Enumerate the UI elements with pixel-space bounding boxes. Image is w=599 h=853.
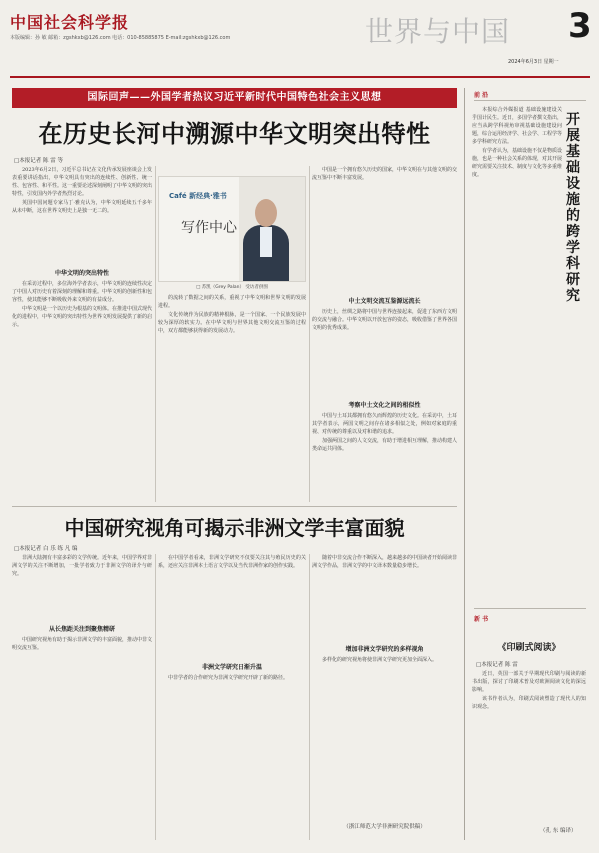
sidebar-divider: [464, 88, 465, 840]
column-divider: [309, 166, 310, 502]
newspaper-logo: 中国社会科学报: [10, 13, 130, 32]
article2-footnote: （浙江师范大学非洲研究院供稿）: [343, 824, 426, 830]
paragraph: 中非学者的合作研究为非洲文学研究开辟了新的路径。: [168, 675, 289, 681]
article1-col4: [312, 412, 457, 502]
article2-subhead-2: 非洲文学研究日渐升温: [201, 664, 262, 671]
paragraph: 在中国学者看来，非洲文学研究不仅要关注其与殖民历史的关系，还应关注非洲本土语言文学以及当代非洲作家的创作实践。: [158, 555, 306, 569]
photo-brand-sign: Café 新经典·雅书: [169, 192, 227, 200]
article1-col3a: [312, 166, 457, 292]
paragraph: 2023年6月2日，习近平总书记在文化传承发展座谈会上发表重要讲话指出，中华文明具有突出的连续性、创新性、统一性、包容性、和平性。这一重要论述深刻阐明了中华文明的突出特性，引发国内外学者热烈讨论。: [12, 167, 152, 197]
article1-byline: □本报记者 陈 雷 等: [14, 158, 63, 164]
sidebar-rule: [474, 608, 586, 609]
paragraph: 近日，英国一部关于早期现代印刷与阅读的新书出版，探讨了印刷术普及对欧洲阅读文化的深远影响。: [472, 671, 586, 693]
sidebar-col: [472, 106, 562, 600]
book-title: 《印刷式阅读》: [497, 643, 561, 653]
book-byline: □本报记者 陈 雷: [476, 662, 518, 668]
column-divider: [155, 166, 156, 502]
masthead-meta: 本版编辑：孙 敏 邮箱：zgshkxb@126.com 电话：010-85885875 E-mail:zgshkxb@126.com: [10, 35, 231, 41]
page-number: 3: [568, 6, 592, 46]
book-credit: （孔 东 编译）: [540, 828, 577, 834]
article2-subhead-3: 增加非洲文学研究的多样视角: [345, 646, 424, 653]
paragraph: 历史上，丝绸之路将中国与世界连接起来，促进了东西方文明的交流与融合。中华文明以开放包容的姿态，吸收借鉴了世界各国文明的优秀成果。: [312, 309, 457, 331]
sidebar-rule: [474, 100, 586, 101]
masthead-rule: [10, 76, 590, 78]
article2-headline: 中国研究视角可揭示非洲文学丰富面貌: [64, 516, 405, 540]
paragraph: 加强两国之间的人文交流，有助于增进相互理解，推动构建人类命运共同体。: [312, 438, 457, 452]
article2-col2a: [158, 554, 306, 658]
book-review-col: [472, 670, 586, 820]
article1-col2: [158, 294, 306, 502]
sidebar-title: 开展基础设施的跨学科研究: [566, 112, 580, 304]
section-title: 世界与中国: [365, 15, 511, 48]
paragraph: 英国中国问题专家马丁·雅克认为，中华文明延续五千多年从未中断，这在世界文明史上是独一无二的。: [12, 200, 152, 214]
paragraph: 中国与土耳其都拥有悠久而辉煌的历史文化。在采访中，土耳其学者表示，两国文明之间存在诸多相似之处，例如对家庭的重视、对传统的尊重以及对和谐的追求。: [312, 413, 457, 435]
paragraph: 随着中非交流合作不断深入，越来越多的中国读者开始阅读非洲文学作品，非洲文学的中文译本数量稳步增长。: [312, 555, 457, 569]
column-divider: [155, 554, 156, 840]
paragraph: 在采访过程中，多位海外学者表示，中华文明的连续性决定了中国人对历史有着深刻的理解和尊重。中华文明的创新性和包容性，使其能够不断吸收外来文明的有益成分。: [12, 281, 152, 303]
article2-col1b: [12, 636, 152, 840]
paragraph: 文化传统作为民族的精神根脉，是一个国家、一个民族发展中较为深厚的软实力。在中华文明与世界其他文明交流互鉴的过程中，双方都能够获得新的发展动力。: [158, 312, 306, 334]
article2-col1a: [12, 554, 152, 620]
article1-subhead-2: 中土文明交流互鉴源远流长: [348, 298, 421, 305]
sidebar-tag-frontier: 前 沿: [474, 92, 489, 99]
paragraph: 的流转了数据之间的关系，重视了中华文明和世界文明的发展进程。: [158, 295, 306, 309]
person-head: [255, 199, 277, 227]
paragraph: 该书作者认为，印刷式阅读塑造了现代人的知识观念。: [472, 696, 586, 710]
article2-col2b: [158, 674, 306, 840]
sidebar-tag-newbook: 新 书: [474, 616, 489, 623]
paragraph: 有学者认为，基础设施不仅是物质设施，也是一种社会关系的体现，对其开展研究需要关注技术、制度与文化等多重维度。: [472, 148, 562, 178]
issue-date: 2024年6月3日 星期一: [508, 59, 559, 65]
photo-caption: □ 苏凯（Grey Palan） 受访者供图: [196, 285, 268, 290]
paragraph: 中国是一个拥有悠久历史的国家，中华文明在与其他文明的交流互鉴中不断丰富发展。: [312, 167, 457, 181]
article1-subhead-3: 考察中土文化之间的相似性: [348, 402, 421, 409]
series-banner: 国际回声——外国学者热议习近平新时代中国特色社会主义思想: [12, 88, 457, 108]
paragraph: 中国研究视角有助于揭示非洲文学的丰富面貌，推动中非文明交流互鉴。: [12, 637, 152, 651]
masthead: [10, 6, 590, 78]
column-divider: [309, 554, 310, 840]
article2-col3a: [312, 554, 457, 640]
paragraph: 多样化的研究视角将使非洲文学研究更加全面深入。: [322, 657, 438, 663]
article2-subhead-1: 从长焦距关注到聚焦精研: [48, 626, 115, 633]
article1-col1: [12, 166, 152, 262]
article1-subhead-1: 中华文明的突出特性: [54, 270, 109, 277]
photo-wall-sign: 写作中心: [181, 220, 237, 236]
article2-col3b: [312, 656, 457, 816]
article1-col3b: [312, 308, 457, 398]
article2-byline: □本报记者 白 乐 练 凡 编: [14, 546, 78, 552]
paragraph: 中华文明是一个以历史为根基的文明体。在推进中国式现代化的进程中，中华文明的突出特性为世界文明发展提供了新的启示。: [12, 306, 152, 328]
paragraph: 非洲大陆拥有丰富多彩的文学传统。近年来，中国学界对非洲文学的关注不断增加，一批学者致力于非洲文学的译介与研究。: [12, 555, 152, 577]
article1-col1b: [12, 280, 152, 502]
paragraph: 本报综合外媒报道 基础设施建设关乎国计民生。近日，多国学者撰文指出，应当从跨学科视角审视基础设施建设问题，综合运用经济学、社会学、工程学等多学科研究方法。: [472, 107, 562, 145]
article1-photo: [158, 176, 306, 282]
article1-headline: 在历史长河中溯源中华文明突出特性: [38, 120, 431, 148]
section-divider: [12, 506, 457, 507]
